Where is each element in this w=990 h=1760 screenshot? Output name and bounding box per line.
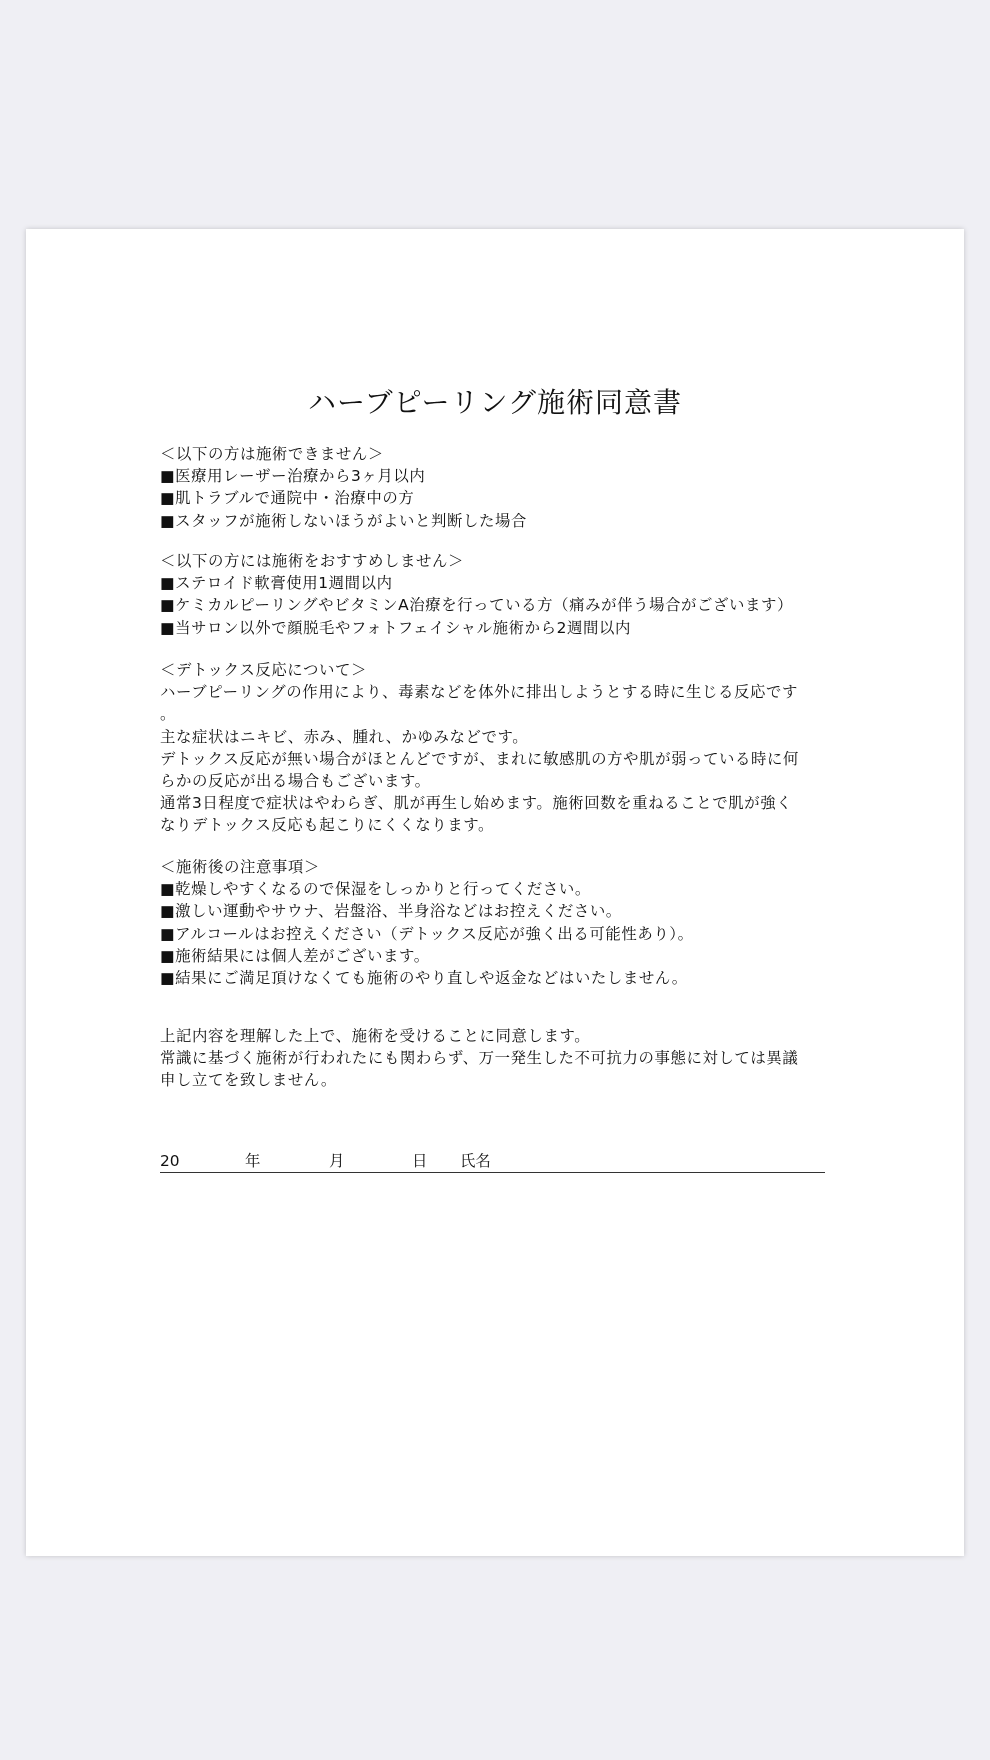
list-item: ■ケミカルピーリングやビタミンA治療を行っている方（痛みが伴う場合がございます）	[160, 596, 793, 615]
signature-year-label: 年	[245, 1152, 261, 1170]
paragraph-line: らかの反応が出る場合もございます。	[160, 772, 431, 791]
list-item: ■肌トラブルで通院中・治療中の方	[160, 489, 415, 508]
list-item: ■ステロイド軟膏使用1週間以内	[160, 574, 393, 593]
document-title: ハーブピーリング施術同意書	[308, 386, 682, 419]
section-heading: ＜施術後の注意事項＞	[160, 858, 320, 876]
paragraph-line: なりデトックス反応も起こりにくくなります。	[160, 816, 494, 835]
signature-month-label: 月	[329, 1152, 345, 1170]
list-item: ■乾燥しやすくなるので保湿をしっかりと行ってください。	[160, 880, 591, 899]
list-item: ■結果にご満足頂けなくても施術のやり直しや返金などはいたしません。	[160, 969, 688, 988]
list-item: ■アルコールはお控えください（デトックス反応が強く出る可能性あり）。	[160, 924, 694, 943]
agreement-line: 申し立てを致しません。	[160, 1071, 337, 1090]
section-aftercare	[160, 856, 830, 989]
document-page	[26, 229, 964, 1556]
list-item: ■激しい運動やサウナ、岩盤浴、半身浴などはお控えください。	[160, 902, 622, 921]
agreement-line: 上記内容を理解した上で、施術を受けることに同意します。	[160, 1027, 591, 1045]
section-cannot-treat	[160, 443, 830, 532]
agreement-line: 常識に基づく施術が行われたにも関わらず、万一発生した不可抗力の事態に対しては異議	[160, 1049, 799, 1068]
list-item: ■施術結果には個人差がございます。	[160, 946, 430, 965]
section-not-recommended	[160, 550, 830, 639]
list-item: ■医療用レーザー治療から3ヶ月以内	[160, 467, 426, 486]
list-item: ■当サロン以外で顔脱毛やフォトフェイシャル施術から2週間以内	[160, 618, 631, 637]
paragraph-line: 通常3日程度で症状はやわらぎ、肌が再生し始めます。施術回数を重ねることで肌が強く	[160, 794, 793, 813]
section-heading: ＜デトックス反応について＞	[160, 661, 367, 679]
agreement-statement	[160, 1025, 830, 1092]
paragraph-line: 。	[160, 705, 176, 724]
signature-name-label: 氏名	[460, 1152, 491, 1170]
paragraph-line: ハーブピーリングの作用により、毒素などを体外に排出しようとする時に生じる反応です	[160, 683, 798, 702]
signature-line[interactable]	[160, 1150, 825, 1173]
section-detox-reaction	[160, 659, 830, 837]
paragraph-line: 主な症状はニキビ、赤み、腫れ、かゆみなどです。	[160, 727, 529, 746]
paragraph-line: デトックス反応が無い場合がほとんどですが、まれに敏感肌の方や肌が弱っている時に何	[160, 749, 800, 768]
signature-day-label: 日	[412, 1152, 428, 1170]
section-heading: ＜以下の方には施術をおすすめしません＞	[160, 552, 464, 570]
signature-year-prefix: 20	[160, 1152, 180, 1170]
list-item: ■スタッフが施術しないほうがよいと判断した場合	[160, 511, 527, 530]
section-heading: ＜以下の方は施術できません＞	[160, 445, 384, 463]
